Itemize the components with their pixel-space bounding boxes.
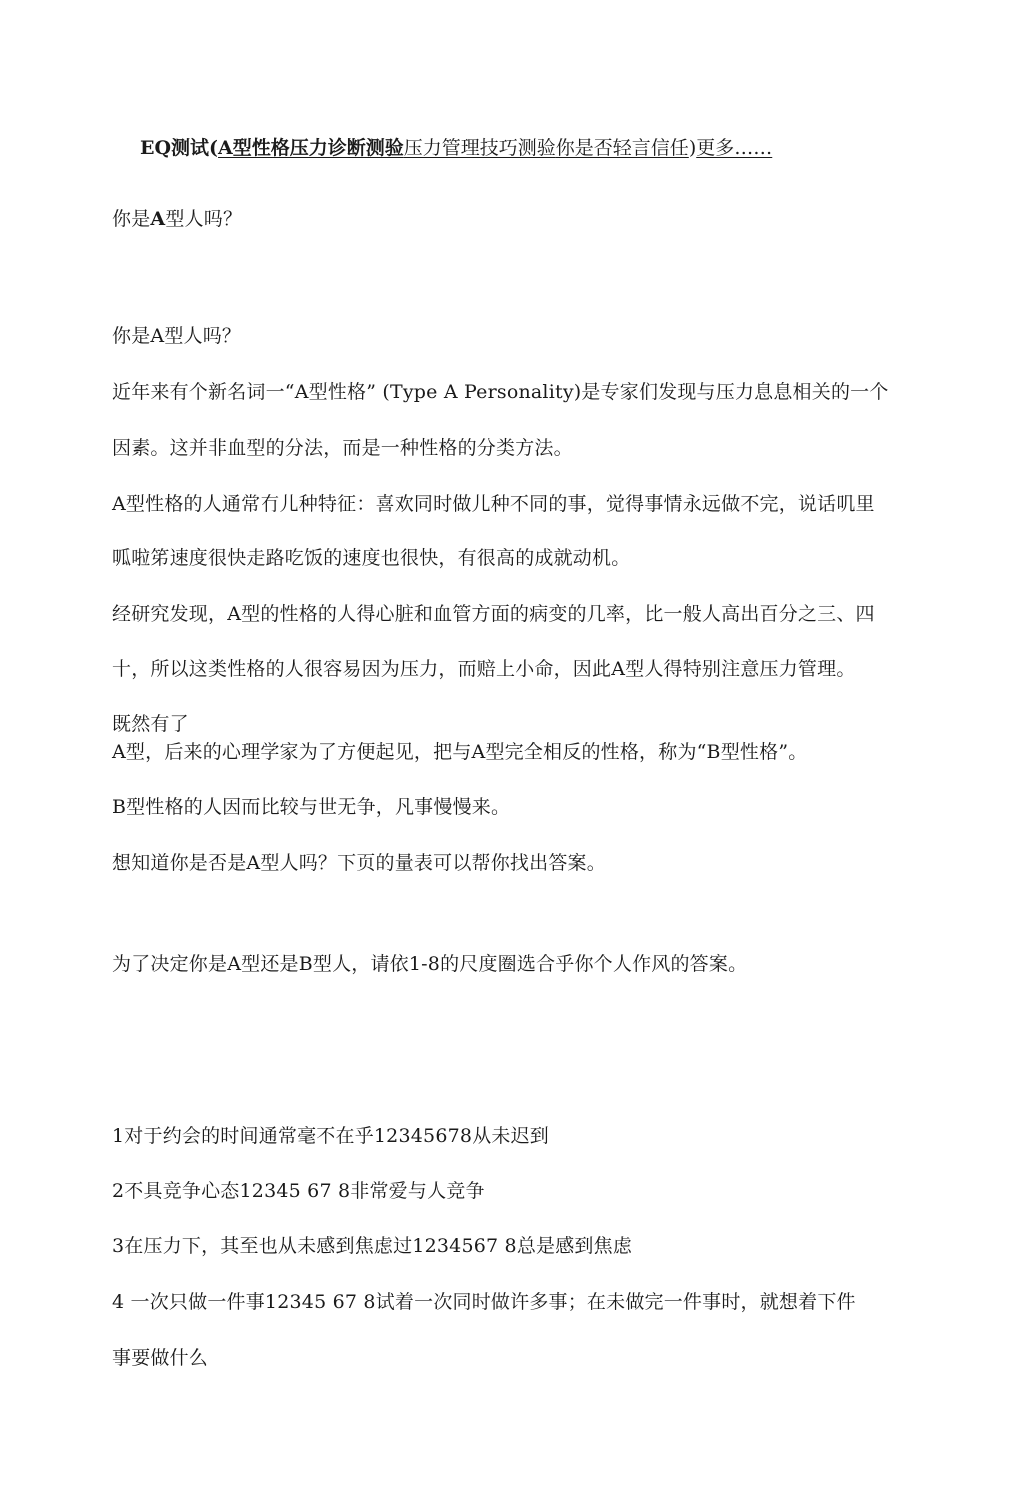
question-4-continuation: 事要做什么 bbox=[112, 1347, 209, 1369]
paragraph-5: B型性格的人因而比较与世无争，凡事慢慢来。 bbox=[112, 796, 511, 818]
title-part-2: A bbox=[150, 208, 166, 230]
paragraph-6: 想知道你是否是A型人吗？下页的量表可以帮你找出答案。 bbox=[112, 852, 606, 874]
header-prefix: EQ测试( bbox=[140, 137, 219, 159]
paragraph-4-line-2: A型，后来的心理学家为了方便起见，把与A型完全相反的性格，称为“B型性格”。 bbox=[112, 741, 808, 763]
link-type-a-stress-test[interactable]: A型性格压力诊断测验 bbox=[218, 137, 404, 159]
question-1: 1对于约会的时间通常毫不在乎12345678从未迟到 bbox=[112, 1125, 549, 1147]
link-stress-management-test[interactable]: 压力管理技巧测验 bbox=[403, 137, 556, 159]
paragraph-1-line-1: 近年来有个新名词一“A型性格” (Type A Personality)是专家们发现与压力息息相关的一个 bbox=[112, 381, 889, 403]
link-trust-test[interactable]: 你是否轻言信任 bbox=[555, 137, 689, 159]
paragraph-4-line-1: 既然有了 bbox=[112, 713, 189, 735]
link-more[interactable]: 更多…… bbox=[696, 137, 773, 159]
question-2: 2不具竞争心态12345 67 8非常爱与人竞争 bbox=[112, 1180, 485, 1202]
paragraph-3-line-2: 十，所以这类性格的人很容易因为压力，而赔上小命，因此A型人得特别注意压力管理。 bbox=[112, 658, 856, 680]
eq-test-header bbox=[140, 136, 772, 160]
question-4: 4 一次只做一件事12345 67 8试着一次同时做许多事；在未做完一件事时，就想着下件 bbox=[112, 1291, 856, 1313]
paragraph-2-line-1: A型性格的人通常冇儿种特征：喜欢同时做儿种不同的事，觉得事情永远做不完，说话叽里 bbox=[112, 493, 875, 515]
paragraph-1-line-2: 因素。这并非血型的分法，而是一种性格的分类方法。 bbox=[112, 437, 573, 459]
page-title bbox=[112, 207, 242, 231]
title-part-1: 你是 bbox=[112, 208, 151, 230]
question-3: 3在压力下，其至也从未感到焦虑过1234567 8总是感到焦虑 bbox=[112, 1235, 633, 1257]
instructions: 为了决定你是A型还是B型人，请依1-8的尺度圈选合乎你个人作风的答案。 bbox=[112, 953, 748, 975]
title-part-3: 型人吗？ bbox=[165, 208, 243, 230]
paragraph-2-line-2: 呱啦笫速度很快走路吃饭的速度也很快，有很高的成就动机。 bbox=[112, 547, 631, 569]
subtitle: 你是A型人吗？ bbox=[112, 325, 242, 347]
header-suffix: ) bbox=[688, 137, 697, 159]
paragraph-3-line-1: 经研究发现，A型的性格的人得心脏和血管方面的病变的几率，比一般人高出百分之三、四 bbox=[112, 603, 875, 625]
